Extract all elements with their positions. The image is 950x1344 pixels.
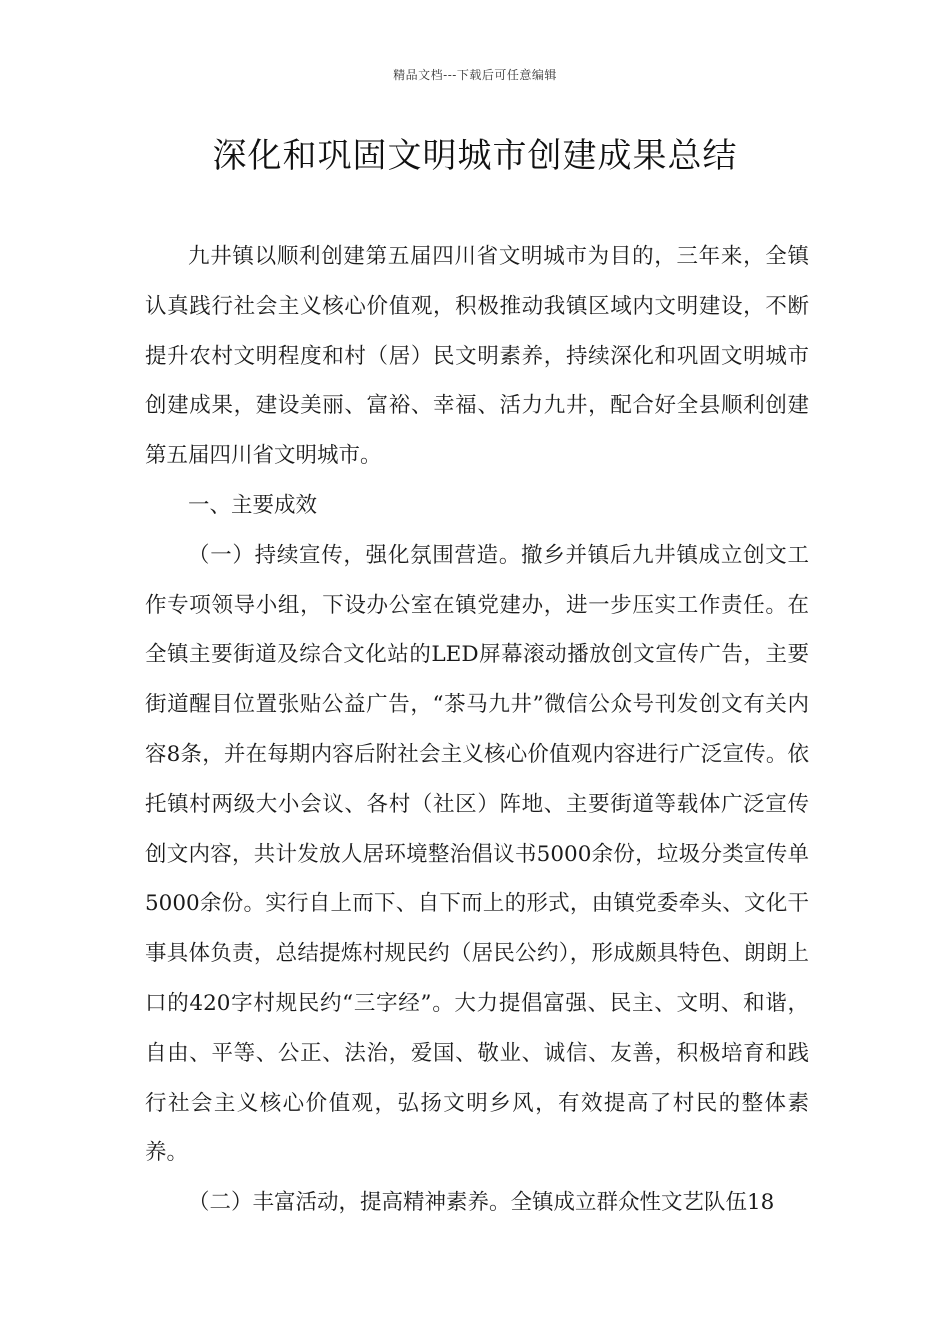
paragraph-publicity: （一）持续宣传，强化氛围营造。撤乡并镇后九井镇成立创文工作专项领导小组，下设办公室在镇党建办，进一步压实工作责任。在全镇主要街道及综合文化站的LED屏幕滚动播放创文宣传广告，主要街道醒目位置张贴公益广告，“茶马九井”微信公众号刊发创文有关内容8条，并在每期内容后附社会主义核心价值观内容进行广泛宣传。依托镇村两级大小会议、各村（社区）阵地、主要街道等载体广泛宣传创文内容，共计发放人居环境整治倡议书5000余份，垃圾分类宣传单5000余份。实行自上而下、自下而上的形式，由镇党委牵头、文化干事具体负责，总结提炼村规民约（居民公约），形成颇具特色、朗朗上口的420字村规民约“三字经”。大力提倡富强、民主、文明、和谐，自由、平等、公正、法治，爱国、敬业、诚信、友善，积极培育和践行社会主义核心价值观，弘扬文明乡风，有效提高了村民的整体素养。 bbox=[145, 542, 809, 1166]
header-note: 精品文档---下载后可任意编辑 bbox=[393, 68, 557, 82]
document-title: 深化和巩固文明城市创建成果总结 bbox=[212, 136, 738, 176]
paragraph-intro: 九井镇以顺利创建第五届四川省文明城市为目的，三年来，全镇认真践行社会主义核心价值观，积极推动我镇区域内文明建设，不断提升农村文明程度和村（居）民文明素养，持续深化和巩固文明城市创建成果，建设美丽、富裕、幸福、活力九井，配合好全县顺利创建第五届四川省文明城市。 bbox=[145, 244, 809, 469]
document-body bbox=[145, 232, 809, 1228]
paragraph-activities: （二）丰富活动，提高精神素养。全镇成立群众性文艺队伍18 bbox=[188, 1190, 775, 1216]
section-heading-main-results: 一、主要成效 bbox=[188, 492, 318, 518]
